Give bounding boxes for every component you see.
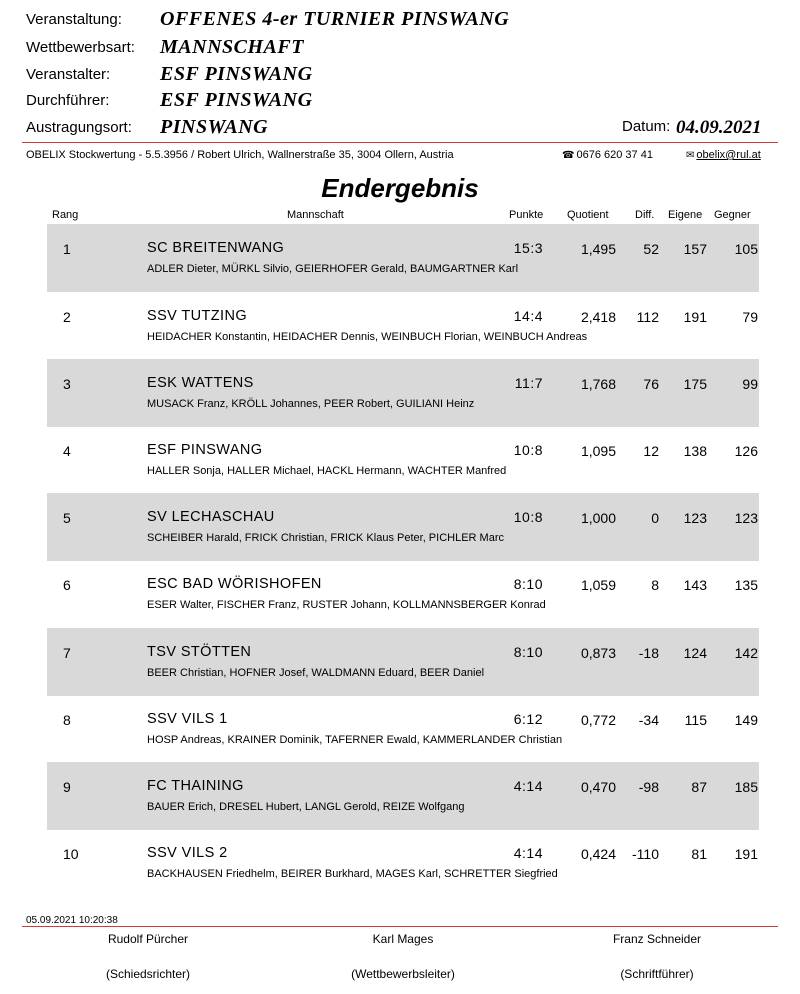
players: HALLER Sonja, HALLER Michael, HACKL Hermann, WACHTER Manfred [147, 465, 507, 477]
gegner: 105 [734, 241, 758, 257]
table-row [47, 426, 759, 494]
players: ADLER Dieter, MÜRKL Silvio, GEIERHOFER Gerald, BAUMGARTNER Karl [147, 263, 519, 275]
players: HOSP Andreas, KRAINER Dominik, TAFERNER Ewald, KAMMERLANDER Christian [147, 734, 563, 746]
gegner: 99 [742, 376, 758, 392]
diff: 12 [643, 443, 659, 459]
players: BACKHAUSEN Friedhelm, BEIRER Burkhard, MAGES Karl, SCHRETTER Siegfried [147, 868, 558, 880]
players: ESER Walter, FISCHER Franz, RUSTER Johann, KOLLMANNSBERGER Konrad [147, 599, 546, 611]
field-value: ESF PINSWANG [160, 63, 313, 85]
diff: -18 [638, 645, 659, 661]
field-value: OFFENES 4-er TURNIER PINSWANG [160, 8, 510, 30]
footer-rule [22, 926, 778, 927]
date-label: Datum: [622, 118, 671, 135]
table-row [47, 560, 759, 628]
phone-icon: ☎ [562, 150, 575, 161]
quotient: 1,768 [580, 376, 616, 392]
email-link[interactable]: obelix@rul.at [696, 149, 761, 161]
col-mannschaft: Mannschaft [287, 209, 344, 221]
players: BAUER Erich, DRESEL Hubert, LANGL Gerold, REIZE Wolfgang [147, 801, 465, 813]
punkte: 15:3 [513, 240, 543, 256]
team-name: ESK WATTENS [147, 375, 254, 391]
rang: 5 [63, 510, 71, 526]
diff: 0 [651, 510, 659, 526]
eigene: 157 [683, 241, 707, 257]
email-info[interactable] [686, 149, 761, 161]
team-name: FC THAINING [147, 778, 244, 794]
diff: 112 [636, 309, 659, 325]
table-row [47, 829, 759, 897]
signature-role: (Wettbewerbsleiter) [351, 967, 455, 981]
gegner: 149 [734, 712, 758, 728]
field-label: Veranstaltung: [26, 11, 122, 28]
page-title: Endergebnis [321, 173, 479, 203]
table-row [47, 224, 759, 292]
table-row [47, 762, 759, 830]
team-name: ESF PINSWANG [147, 442, 263, 458]
gegner: 135 [734, 577, 758, 593]
gegner: 191 [734, 846, 758, 862]
players: BEER Christian, HOFNER Josef, WALDMANN Eduard, BEER Daniel [147, 667, 485, 679]
diff: 8 [651, 577, 659, 593]
quotient: 2,418 [580, 309, 616, 325]
eigene: 81 [691, 846, 707, 862]
quotient: 0,424 [580, 846, 616, 862]
team-name: SSV VILS 1 [147, 711, 228, 727]
rang: 7 [63, 645, 71, 661]
rang: 1 [63, 241, 71, 257]
quotient: 1,000 [580, 510, 616, 526]
team-name: SSV VILS 2 [147, 845, 228, 861]
phone-info [562, 149, 653, 161]
rang: 3 [63, 376, 71, 392]
eigene: 138 [683, 443, 707, 459]
col-diff: Diff. [635, 209, 655, 221]
field-value: ESF PINSWANG [160, 89, 313, 111]
field-label: Veranstalter: [26, 66, 111, 83]
col-rang: Rang [52, 209, 79, 221]
punkte: 4:14 [513, 778, 543, 794]
date-value: 04.09.2021 [676, 117, 762, 138]
col-punkte: Punkte [509, 209, 544, 221]
quotient: 1,059 [580, 577, 616, 593]
team-name: SSV TUTZING [147, 308, 248, 324]
punkte: 11:7 [514, 375, 543, 391]
eigene: 115 [684, 712, 707, 728]
rang: 10 [63, 846, 79, 862]
diff: 52 [643, 241, 659, 257]
col-eigene: Eigene [668, 209, 703, 221]
punkte: 8:10 [513, 644, 543, 660]
print-timestamp: 05.09.2021 10:20:38 [26, 915, 118, 926]
diff: -98 [638, 779, 659, 795]
software-info: OBELIX Stockwertung - 5.5.3956 / Robert Ulrich, Wallnerstraße 35, 3004 Ollern, Austria [26, 149, 454, 161]
team-name: ESC BAD WÖRISHOFEN [147, 576, 322, 592]
field-label: Durchführer: [26, 92, 110, 109]
field-value: PINSWANG [160, 116, 269, 138]
punkte: 10:8 [513, 509, 543, 525]
team-name: TSV STÖTTEN [147, 644, 252, 660]
table-row [47, 359, 759, 427]
quotient: 1,095 [580, 443, 616, 459]
signature-name: Franz Schneider [612, 932, 702, 946]
field-value: MANNSCHAFT [160, 36, 304, 58]
gegner: 79 [742, 309, 758, 325]
diff: -34 [638, 712, 659, 728]
signature-name: Karl Mages [372, 932, 434, 946]
punkte: 10:8 [513, 442, 543, 458]
diff: -110 [632, 846, 659, 862]
quotient: 0,873 [580, 645, 616, 661]
table-row [47, 292, 759, 360]
header-rule [22, 142, 778, 143]
signature-name: Rudolf Pürcher [107, 932, 189, 946]
quotient: 0,772 [580, 712, 616, 728]
rang: 9 [63, 779, 71, 795]
quotient: 1,495 [580, 241, 616, 257]
punkte: 14:4 [513, 308, 543, 324]
table-row [47, 628, 759, 696]
rang: 4 [63, 443, 71, 459]
eigene: 143 [683, 577, 707, 593]
envelope-icon: ✉ [686, 150, 695, 161]
eigene: 87 [691, 779, 707, 795]
eigene: 123 [683, 510, 707, 526]
players: HEIDACHER Konstantin, HEIDACHER Dennis, WEINBUCH Florian, WEINBUCH Andreas [147, 331, 588, 343]
eigene: 124 [683, 645, 707, 661]
field-label: Austragungsort: [26, 119, 132, 136]
team-name: SC BREITENWANG [147, 240, 285, 256]
col-quotient: Quotient [567, 209, 609, 221]
eigene: 191 [683, 309, 707, 325]
table-row [47, 695, 759, 763]
field-label: Wettbewerbsart: [26, 39, 135, 56]
quotient: 0,470 [580, 779, 616, 795]
eigene: 175 [683, 376, 707, 392]
signature-role: (Schriftführer) [620, 967, 694, 981]
signature-role: (Schiedsrichter) [105, 967, 191, 981]
players: SCHEIBER Harald, FRICK Christian, FRICK Klaus Peter, PICHLER Marc [147, 532, 504, 544]
team-name: SV LECHASCHAU [147, 509, 275, 525]
rang: 6 [63, 577, 71, 593]
players: MUSACK Franz, KRÖLL Johannes, PEER Robert, GUILIANI Heinz [147, 398, 475, 410]
diff: 76 [643, 376, 659, 392]
gegner: 185 [734, 779, 758, 795]
phone-number: 0676 620 37 41 [576, 149, 653, 161]
rang: 8 [63, 712, 71, 728]
col-gegner: Gegner [714, 209, 751, 221]
punkte: 4:14 [513, 845, 543, 861]
table-row [47, 493, 759, 561]
gegner: 126 [734, 443, 758, 459]
punkte: 6:12 [513, 711, 543, 727]
punkte: 8:10 [513, 576, 543, 592]
gegner: 123 [734, 510, 758, 526]
rang: 2 [63, 309, 71, 325]
gegner: 142 [734, 645, 758, 661]
